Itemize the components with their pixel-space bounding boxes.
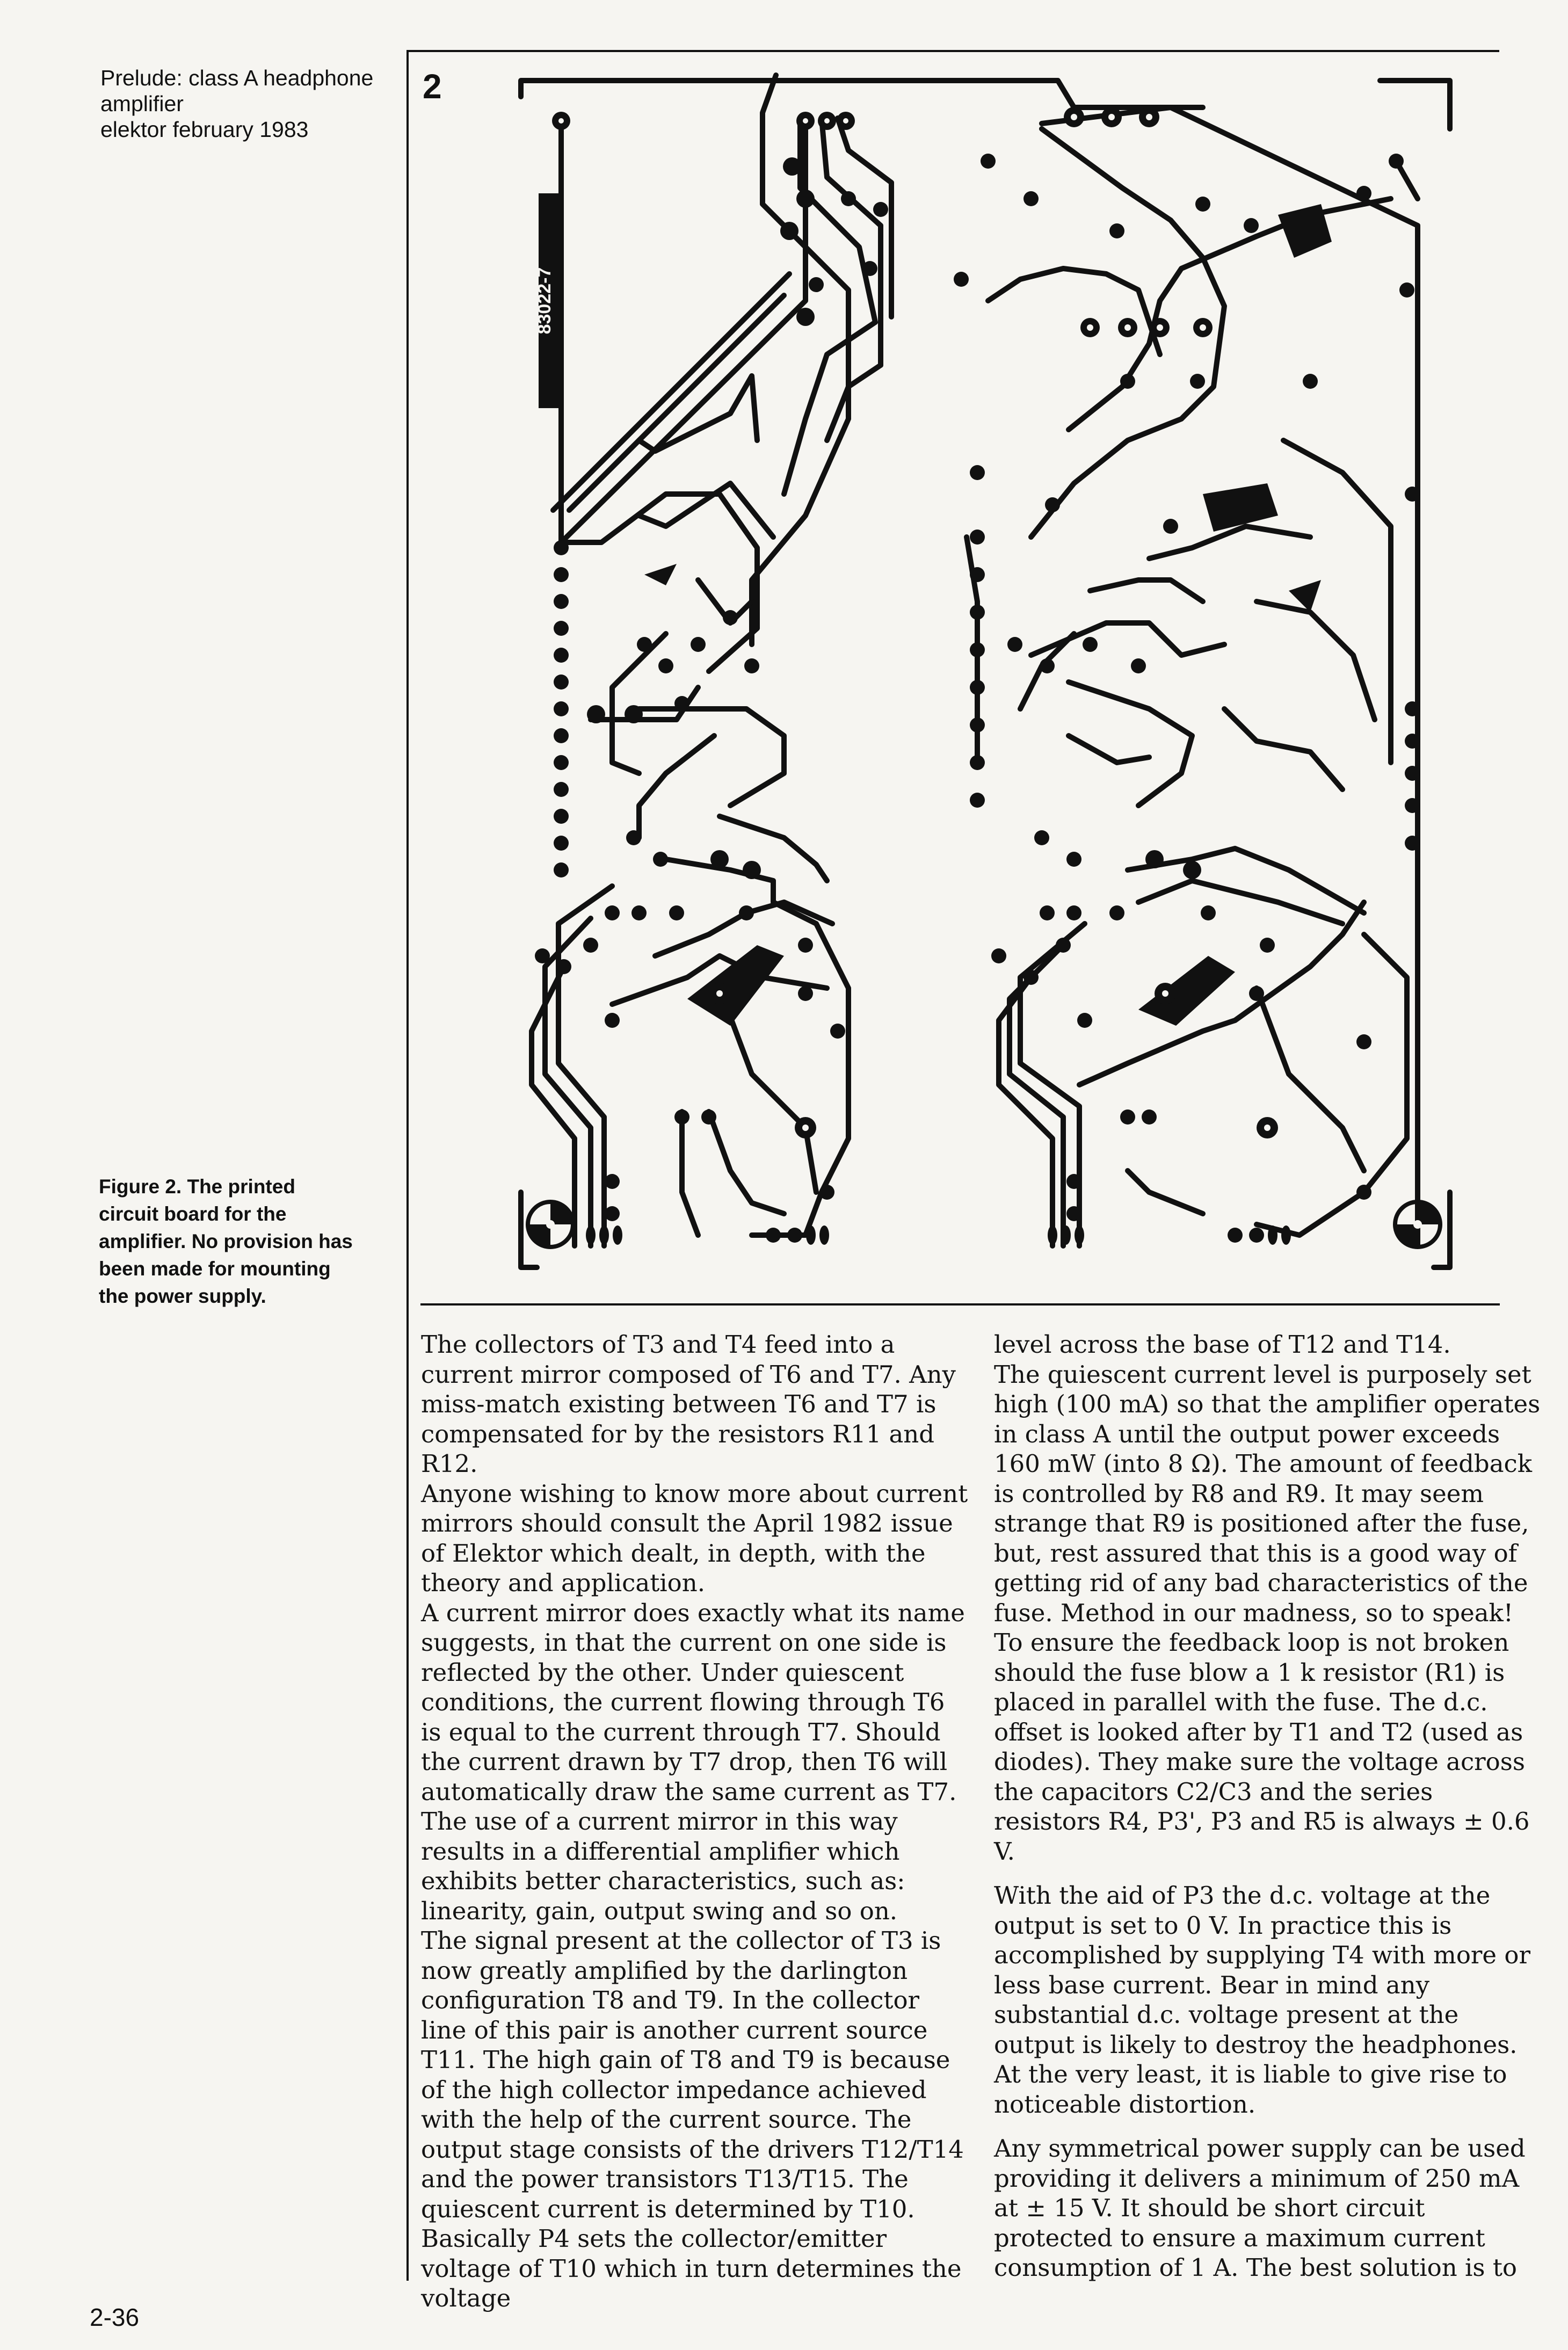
caption-line: Figure 2. The printed (99, 1176, 295, 1198)
paragraph: level across the base of T12 and T14. (994, 1330, 1451, 1359)
paragraph: A current mirror does exactly what its name suggests, in that the current on one side is reflected by the other. Under quiescent conditions, the current flowing through T6 is equal to the current through T7. Should the current drawn by T7 drop, then T6 will automatically draw the same current as T7. The use of a current mirror in this way results in a differential amplifier which exhibits better characteristics, such as: linearity, gain, output swing and so on. (421, 1598, 965, 1925)
board-label: 83022-7 (534, 267, 555, 335)
paragraph: Anyone wishing to know more about current mirrors should consult the April 1982 issue of Elektor which dealt, in depth, with the theory and application. (421, 1479, 968, 1597)
figure-caption (99, 1173, 389, 1310)
top-rule (406, 50, 1499, 52)
paragraph: The quiescent current level is purposely set high (100 mA) so that the amplifier operates in class A until the output power exceeds 160 mW (into 8 Ω). The amount of feedback is controlled by R8 and R9. It may seem strange that R9 is positioned after the fuse, but, rest assured that this is a good way of getting rid of any bad characteristics of the fuse. Method in our madness, so to speak! To ensure the feedback loop is not broken should the fuse blow a 1 k resistor (R1) is placed in parallel with the fuse. The d.c. offset is looked after by T1 and T2 (used as diodes). They make sure the voltage across the capacitors C2/C3 and the series resistors R4, P3', P3 and R5 is always ± 0.6 V. (994, 1360, 1541, 1866)
header-line: Prelude: class A headphone (100, 66, 374, 90)
crop-mark (1434, 1192, 1450, 1267)
paragraph: Any symmetrical power supply can be used providing it delivers a minimum of 250 mA at ± 15 V. It should be short circuit protected to ensure a maximum current consumption of 1 A. The best solution is to (994, 2134, 1526, 2282)
page-number: 2-36 (90, 2303, 140, 2331)
pcb-layout-drawing (505, 64, 1461, 1278)
caption-line: the power supply. (99, 1285, 266, 1307)
article-column-right (994, 1330, 1542, 2283)
paragraph: The collectors of T3 and T4 feed into a current mirror composed of T6 and T7. Any miss-match existing between T6 and T7 is compensated for by the resistors R11 and R12. (421, 1330, 956, 1478)
crop-mark (1380, 81, 1450, 129)
column-rule (406, 51, 409, 2281)
header-line: amplifier (100, 91, 184, 116)
paragraph: With the aid of P3 the d.c. voltage at the output is set to 0 V. In practice this is accomplished by supplying T4 with more or less base current. Bear in mind any substantial d.c. voltage present at the output is likely to destroy the headphones. At the very least, it is liable to give rise to noticeable distortion. (994, 1881, 1530, 2119)
caption-line: circuit board for the (99, 1203, 287, 1225)
caption-line: been made for mounting (99, 1258, 331, 1280)
paragraph: The signal present at the collector of T3 is now greatly amplified by the darlington configuration T8 and T9. In the collector line of this pair is another current source T11. The high gain of T8 and T9 is because of the high collector impedance achieved with the help of the current source. The output stage consists of the drivers T12/T14 and the power transistors T13/T15. The quiescent current is determined by T10. Basically P4 sets the collector/emitter voltage of T10 which in turn determines the voltage (421, 1926, 964, 2312)
figure-bottom-rule (420, 1303, 1500, 1305)
article-column-left (421, 1330, 969, 2313)
mounting-hole-right (1395, 1202, 1440, 1247)
publication-header (100, 65, 401, 142)
header-line: elektor february 1983 (100, 117, 309, 142)
mounting-hole-left (528, 1202, 573, 1247)
caption-line: amplifier. No provision has (99, 1230, 353, 1252)
figure-number: 2 (423, 67, 442, 106)
crop-mark (521, 81, 1203, 107)
